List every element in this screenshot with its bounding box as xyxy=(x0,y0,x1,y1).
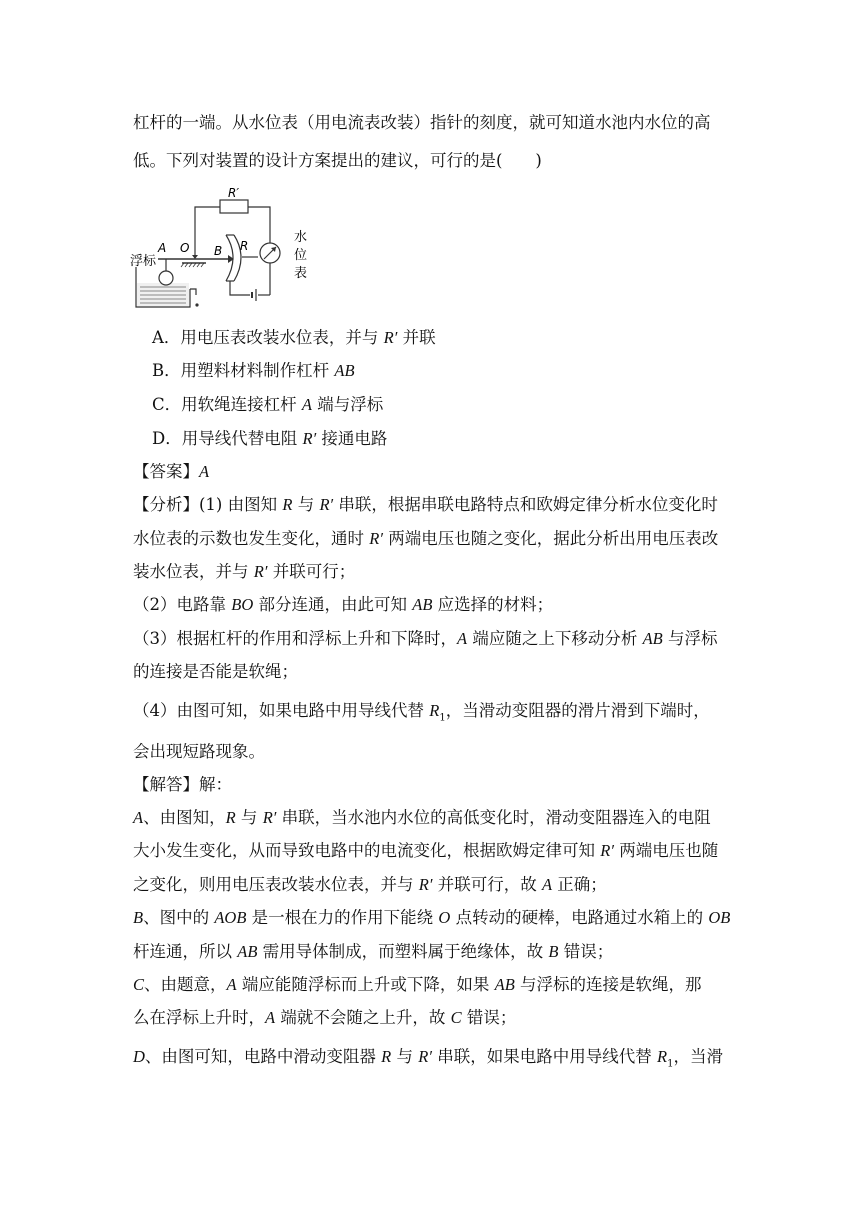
float-icon xyxy=(159,271,173,285)
answer-line: 【答案】A xyxy=(133,462,210,481)
solution-a-line-3: 之变化，则用电压表改装水位表，并与 R′ 并联可行，故 A 正确； xyxy=(133,875,607,894)
solution-d-line-1: D、由图可知，电路中滑动变阻器 R 与 R′ 串联，如果电路中用导线代替 $R_1$，当滑 xyxy=(133,1047,723,1070)
solution-header: 【解答】解： xyxy=(133,775,232,794)
meter-label-1: 水 xyxy=(294,230,308,245)
point-o-label: O xyxy=(180,241,190,255)
analysis-line-4: （2）电路靠 BO 部分连通，由此可知 AB 应选择的材料； xyxy=(133,595,554,614)
option-a: A．用电压表改装水位表，并与 R′ 并联 xyxy=(152,328,436,347)
analysis-line-2: 水位表的示数也发生变化，通时 R′ 两端电压也随之变化，据此分析出用电压表改 xyxy=(133,529,719,548)
option-b: B．用塑料材料制作杠杆 AB xyxy=(152,361,355,380)
solution-a-line-2: 大小发生变化，从而导致电路中的电流变化，根据欧姆定律可知 R′ 两端电压也随 xyxy=(133,841,719,860)
analysis-line-5: （3）根据杠杆的作用和浮标上升和下降时，A 端应随之上下移动分析 AB 与浮标 xyxy=(133,629,718,648)
meter-label-2: 位 xyxy=(294,248,308,263)
analysis-line-7: （4）由图可知，如果电路中用导线代替 $R_1$，当滑动变阻器的滑片滑到下端时， xyxy=(133,701,710,724)
point-b-label: B xyxy=(214,244,223,258)
analysis-line-1: 【分析】(1) 由图知 R 与 R′ 串联，根据串联电路特点和欧姆定律分析水位变化时 xyxy=(133,495,718,514)
analysis-line-6: 的连接是否能是软绳； xyxy=(133,662,298,681)
option-c: C．用软绳连接杠杆 A 端与浮标 xyxy=(152,395,384,414)
solution-a-line-1: A、由图知，R 与 R′ 串联，当水池内水位的高低变化时，滑动变阻器连入的电阻 xyxy=(133,808,711,827)
resistor-r-label: R xyxy=(240,239,249,253)
circuit-diagram xyxy=(130,185,320,315)
analysis-line-8: 会出现短路现象。 xyxy=(133,742,265,761)
question-line-1: 杠杆的一端。从水位表（用电流表改装）指针的刻度，就可知道水池内水位的高 xyxy=(133,113,711,132)
tap-icon xyxy=(190,289,196,295)
resistor-r-prime xyxy=(220,200,248,213)
solution-c-line-2: 么在浮标上升时，A 端就不会随之上升，故 C 错误； xyxy=(133,1008,517,1027)
point-a-label: A xyxy=(158,241,167,255)
analysis-line-3: 装水位表，并与 R′ 并联可行； xyxy=(133,562,356,581)
question-line-2: 低。下列对装置的设计方案提出的建议，可行的是( ) xyxy=(133,151,542,170)
meter-label-3: 表 xyxy=(294,266,308,281)
float-label: 浮标 xyxy=(130,254,157,269)
option-d: D．用导线代替电阻 R′ 接通电路 xyxy=(152,429,388,448)
solution-b-line-1: B、图中的 AOB 是一根在力的作用下能绕 O 点转动的硬棒，电路通过水箱上的 OB xyxy=(133,908,731,927)
solution-b-line-2: 杆连通，所以 AB 需用导体制成，而塑料属于绝缘体，故 B 错误； xyxy=(133,942,614,961)
r-prime-label: R′ xyxy=(228,186,240,200)
solution-c-line-1: C、由题意，A 端应能随浮标而上升或下降，如果 AB 与浮标的连接是软绳，那 xyxy=(133,975,702,994)
